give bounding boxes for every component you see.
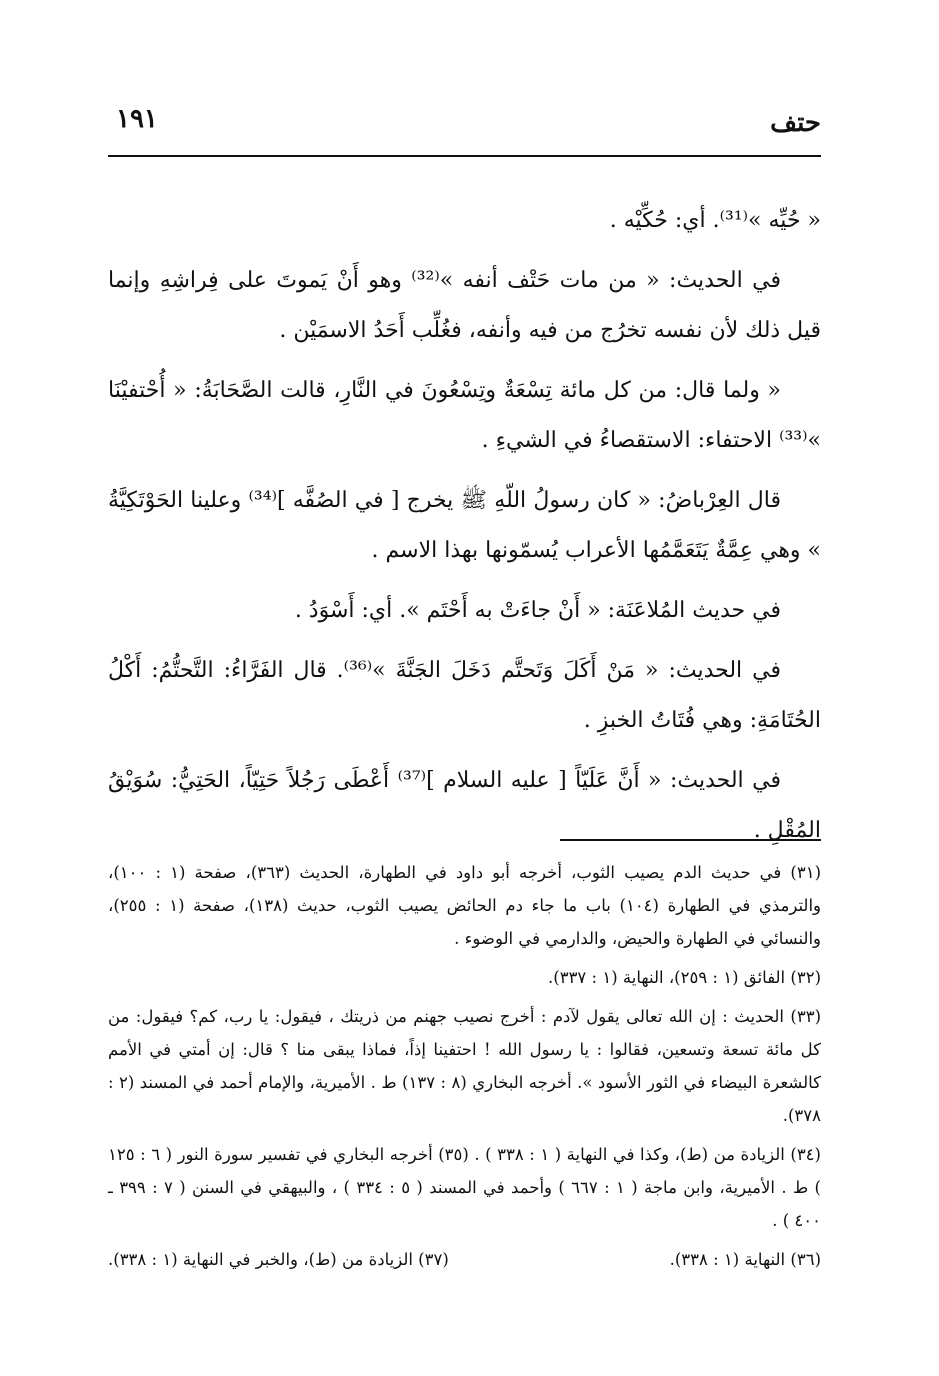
footnote: (٣٦) النهاية (١ : ٣٣٨). [669,1250,821,1269]
paragraph: « حُيِّه »⁽³¹⁾. أي: حُكِّيْه . [609,208,821,233]
paragraph: في الحديث: « من مات حَتْف أنفه »⁽³²⁾ وهو أَنْ يَموتَ على فِراشِهِ وإنما قيل ذلك لأن نفسه تخرُج من فيه وأنفه، فغُلِّب أَحَدُ الاسمَيْن . [108,268,821,343]
footnote: (٣٧) الزيادة من (ط)، والخبر في النهاية (١ : ٣٣٨). [108,1250,449,1269]
page-number: ١٩١ [116,104,158,134]
footnote-row [108,1243,821,1276]
running-title: حتف [770,108,821,138]
paragraph: في الحديث: « مَنْ أَكَلَ وَتَحتَّم دَخَلَ الجَنَّةَ »⁽³⁶⁾. قال الفَرَّاءُ: التَّحتُّمُ: أَكْلُ الحُتَامَةِ: وهي فُتَاتُ الخبزِ . [108,658,821,733]
footnote: (٣١) في حديث الدم يصيب الثوب، أخرجه أبو داود في الطهارة، الحديث (٣٦٣)، صفحة (١ : ١٠٠)، والترمذي في الطهارة (١٠٤) باب ما جاء دم الحائض يصيب الثوب، حديث (١٣٨)، صفحة (١ : ٢٥٥)، والنسائي في الطهارة والحيض، والدارمي في الوضوء . [108,863,822,948]
footnotes [108,856,821,1276]
page-header [108,100,821,150]
paragraph: في الحديث: « أَنَّ عَلَيّاً [ عليه السلام ]⁽³⁷⁾ أَعْطَى رَجُلاً حَتِيّاً، الحَتِيُّ: سُوَيْقُ المُقْلِ . [108,768,821,843]
header-rule [108,155,821,157]
footnote: (٣٤) الزيادة من (ط)، وكذا في النهاية ( ١ : ٣٣٨ ) . (٣٥) أخرجه البخاري في تفسير سورة النور ( ٦ : ١٢٥ ) ط . الأميرية، وابن ماجة ( ١ : ٦٦٧ ) وأحمد في المسند ( ٥ : ٣٣٤ ) ، والبيهقي في السنن ( ٧ : ٣٩٩ ـ ٤٠٠ ) . [108,1145,821,1230]
footnote: (٣٣) الحديث : إن الله تعالى يقول لآدم : أخرج نصيب جهنم من ذريتك ، فيقول: يا رب، كم؟ فيقول: من كل مائة تسعة وتسعين، فقالوا : يا رسول الله ! احتفينا إذاً، فماذا يبقى منا ؟ قال: إن أمتي في الأمم كالشعرة البيضاء في الثور الأسود ». أخرجه البخاري (٨ : ١٣٧) ط . الأميرية، والإمام أحمد في المسند (٢ : ٣٧٨). [108,1007,821,1125]
footnote: (٣٢) الفائق (١ : ٢٥٩)، النهاية (١ : ٣٣٧). [548,968,821,987]
paragraph: قال العِرْباضُ: « كان رسولُ اللّهِ ﷺ يخرج [ في الصُفَّه ]⁽³⁴⁾ وعلينا الحَوْتَكِيَّةُ » وهي عِمَّةٌ يَتَعَمَّمُها الأعراب يُسمّونها بهذا الاسم . [108,488,821,563]
paragraph: « ولما قال: من كل مائة تِسْعَةٌ وتِسْعُونَ في النَّارِ، قالت الصَّحَابَةُ: « أُحْتفيْنَا »⁽³³⁾ الاحتفاء: الاستقصاءُ في الشيءِ . [108,378,821,453]
paragraph: في حديث المُلاعَنَة: « أَنْ جاءَتْ به أَحْتَم ». أي: أَسْوَدُ . [294,598,781,623]
footnote-rule [560,839,821,841]
main-text [108,196,821,866]
